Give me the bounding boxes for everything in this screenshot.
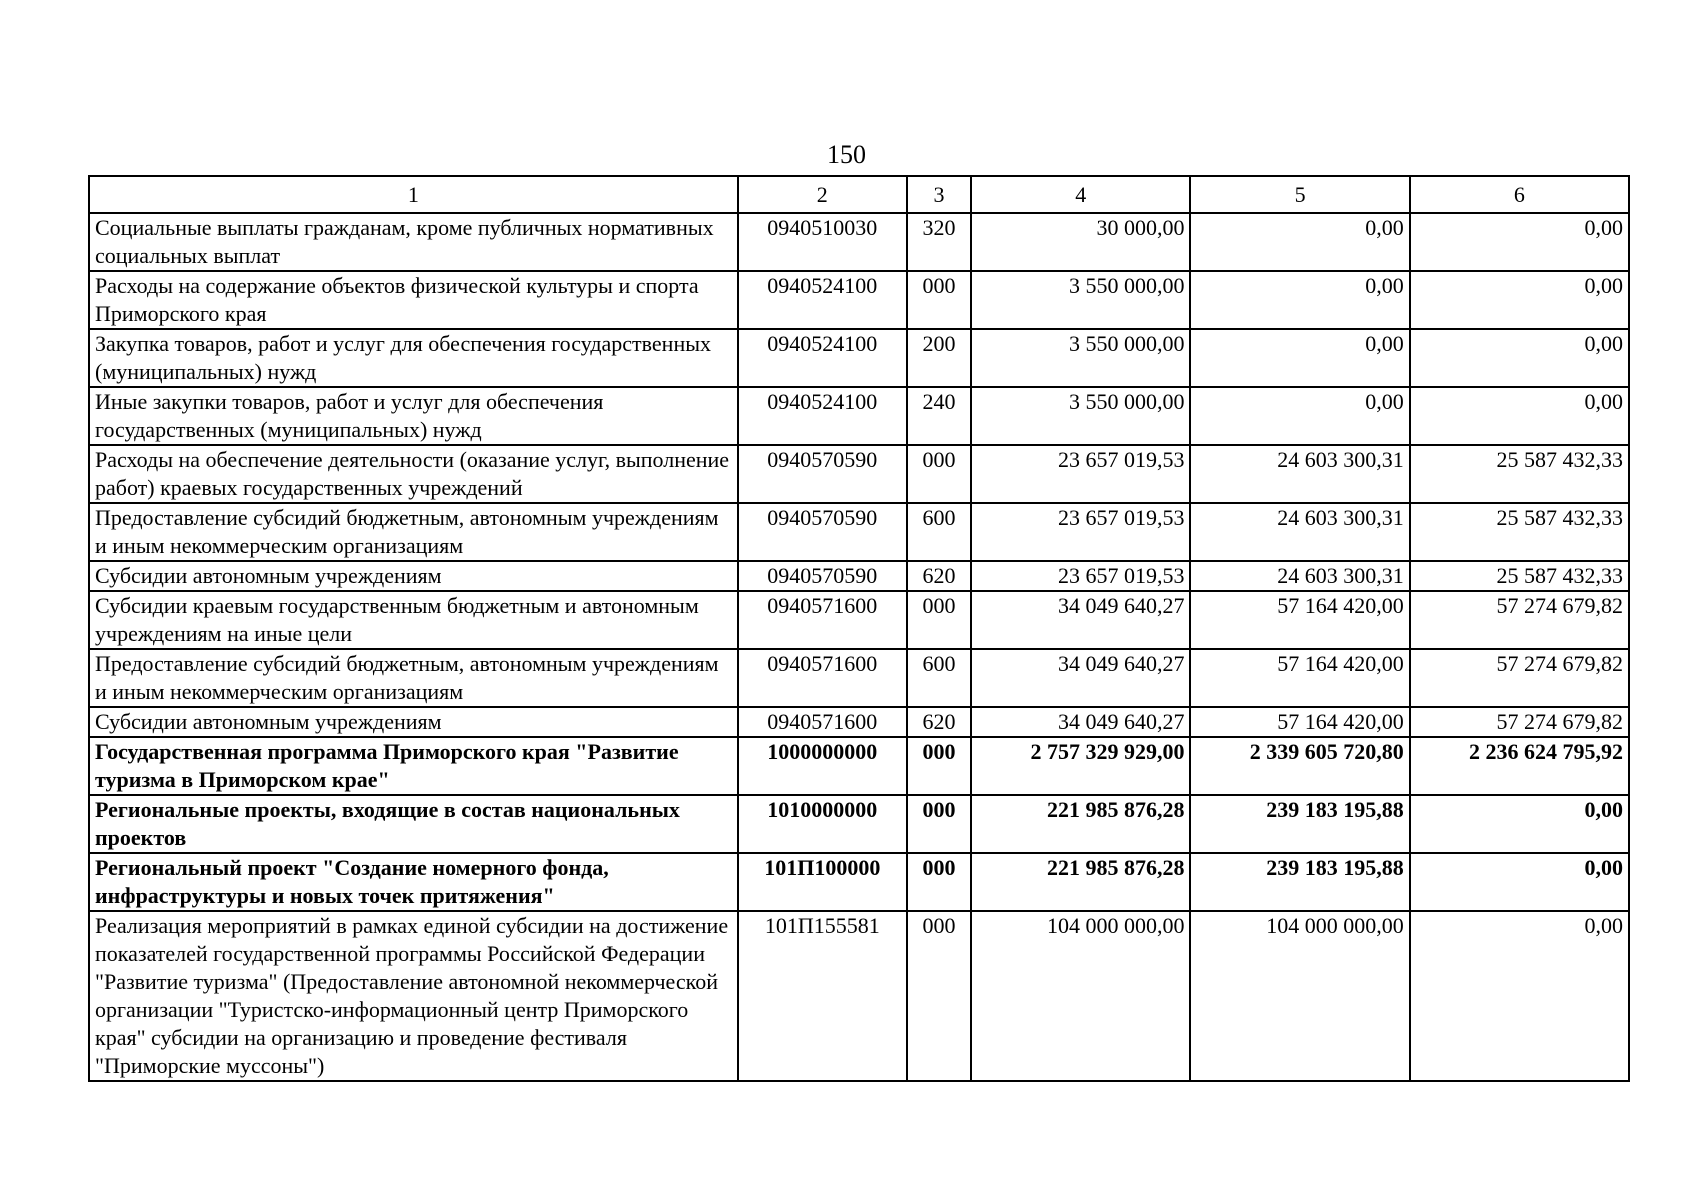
target-code: 0940524100 (738, 329, 907, 387)
expense-type-code: 600 (907, 503, 971, 561)
budget-table (88, 175, 1630, 1082)
amount-col-6: 0,00 (1410, 795, 1629, 853)
amount-col-5: 57 164 420,00 (1190, 591, 1409, 649)
amount-col-4: 30 000,00 (971, 213, 1190, 271)
column-header: 2 (738, 176, 907, 213)
amount-col-4: 3 550 000,00 (971, 387, 1190, 445)
table-body (89, 213, 1629, 1081)
amount-col-5: 57 164 420,00 (1190, 707, 1409, 737)
amount-col-6: 0,00 (1410, 853, 1629, 911)
target-code: 1010000000 (738, 795, 907, 853)
row-name: Государственная программа Приморского края "Развитие туризма в Приморском крае" (89, 737, 738, 795)
amount-col-4: 3 550 000,00 (971, 329, 1190, 387)
amount-col-6: 2 236 624 795,92 (1410, 737, 1629, 795)
amount-col-6: 0,00 (1410, 329, 1629, 387)
table-row (89, 387, 1629, 445)
row-name: Иные закупки товаров, работ и услуг для обеспечения государственных (муниципальных) нужд (89, 387, 738, 445)
amount-col-5: 24 603 300,31 (1190, 445, 1409, 503)
target-code: 0940571600 (738, 591, 907, 649)
amount-col-5: 2 339 605 720,80 (1190, 737, 1409, 795)
row-name: Субсидии краевым государственным бюджетным и автономным учреждениям на иные цели (89, 591, 738, 649)
amount-col-5: 57 164 420,00 (1190, 649, 1409, 707)
amount-col-5: 0,00 (1190, 213, 1409, 271)
amount-col-5: 0,00 (1190, 329, 1409, 387)
table-row (89, 561, 1629, 591)
table-row (89, 853, 1629, 911)
table-row (89, 591, 1629, 649)
amount-col-4: 34 049 640,27 (971, 707, 1190, 737)
target-code: 0940510030 (738, 213, 907, 271)
table-row (89, 503, 1629, 561)
target-code: 101П155581 (738, 911, 907, 1081)
expense-type-code: 240 (907, 387, 971, 445)
amount-col-6: 0,00 (1410, 911, 1629, 1081)
expense-type-code: 000 (907, 853, 971, 911)
amount-col-6: 0,00 (1410, 271, 1629, 329)
amount-col-6: 57 274 679,82 (1410, 649, 1629, 707)
expense-type-code: 000 (907, 737, 971, 795)
expense-type-code: 000 (907, 271, 971, 329)
row-name: Закупка товаров, работ и услуг для обеспечения государственных (муниципальных) нужд (89, 329, 738, 387)
amount-col-4: 221 985 876,28 (971, 795, 1190, 853)
amount-col-5: 24 603 300,31 (1190, 561, 1409, 591)
row-name: Расходы на обеспечение деятельности (оказание услуг, выполнение работ) краевых государственных учреждений (89, 445, 738, 503)
row-name: Субсидии автономным учреждениям (89, 561, 738, 591)
table-row (89, 795, 1629, 853)
expense-type-code: 620 (907, 707, 971, 737)
target-code: 101П100000 (738, 853, 907, 911)
row-name: Социальные выплаты гражданам, кроме публичных нормативных социальных выплат (89, 213, 738, 271)
table-header-row (89, 176, 1629, 213)
amount-col-4: 34 049 640,27 (971, 649, 1190, 707)
expense-type-code: 000 (907, 591, 971, 649)
target-code: 0940570590 (738, 503, 907, 561)
target-code: 0940570590 (738, 561, 907, 591)
target-code: 0940571600 (738, 707, 907, 737)
row-name: Региональный проект "Создание номерного фонда, инфраструктуры и новых точек притяжения" (89, 853, 738, 911)
amount-col-6: 0,00 (1410, 387, 1629, 445)
expense-type-code: 000 (907, 911, 971, 1081)
target-code: 0940524100 (738, 271, 907, 329)
target-code: 1000000000 (738, 737, 907, 795)
amount-col-4: 23 657 019,53 (971, 503, 1190, 561)
row-name: Расходы на содержание объектов физической культуры и спорта Приморского края (89, 271, 738, 329)
amount-col-5: 239 183 195,88 (1190, 795, 1409, 853)
table-row (89, 737, 1629, 795)
target-code: 0940570590 (738, 445, 907, 503)
expense-type-code: 600 (907, 649, 971, 707)
column-header: 5 (1190, 176, 1409, 213)
amount-col-6: 25 587 432,33 (1410, 445, 1629, 503)
amount-col-5: 0,00 (1190, 387, 1409, 445)
expense-type-code: 000 (907, 445, 971, 503)
column-header: 3 (907, 176, 971, 213)
amount-col-4: 221 985 876,28 (971, 853, 1190, 911)
amount-col-5: 0,00 (1190, 271, 1409, 329)
amount-col-4: 23 657 019,53 (971, 445, 1190, 503)
amount-col-6: 25 587 432,33 (1410, 561, 1629, 591)
row-name: Реализация мероприятий в рамках единой субсидии на достижение показателей государственной программы Российской Федерации "Развитие туризма" (Предоставление автономной некоммерческой организации "Туристско-информационный центр Приморского края" субсидии на организацию и проведение фестиваля "Приморские муссоны") (89, 911, 738, 1081)
row-name: Региональные проекты, входящие в состав национальных проектов (89, 795, 738, 853)
column-header: 6 (1410, 176, 1629, 213)
page-number: 150 (827, 140, 866, 169)
expense-type-code: 200 (907, 329, 971, 387)
amount-col-4: 34 049 640,27 (971, 591, 1190, 649)
amount-col-6: 0,00 (1410, 213, 1629, 271)
table-row (89, 329, 1629, 387)
table-row (89, 707, 1629, 737)
target-code: 0940524100 (738, 387, 907, 445)
expense-type-code: 620 (907, 561, 971, 591)
table-row (89, 911, 1629, 1081)
amount-col-5: 104 000 000,00 (1190, 911, 1409, 1081)
amount-col-5: 239 183 195,88 (1190, 853, 1409, 911)
amount-col-4: 23 657 019,53 (971, 561, 1190, 591)
row-name: Субсидии автономным учреждениям (89, 707, 738, 737)
target-code: 0940571600 (738, 649, 907, 707)
column-header: 1 (89, 176, 738, 213)
row-name: Предоставление субсидий бюджетным, автономным учреждениям и иным некоммерческим организациям (89, 503, 738, 561)
table-row (89, 271, 1629, 329)
table-row (89, 213, 1629, 271)
amount-col-4: 3 550 000,00 (971, 271, 1190, 329)
expense-type-code: 000 (907, 795, 971, 853)
amount-col-6: 57 274 679,82 (1410, 707, 1629, 737)
table-row (89, 445, 1629, 503)
expense-type-code: 320 (907, 213, 971, 271)
amount-col-4: 2 757 329 929,00 (971, 737, 1190, 795)
amount-col-4: 104 000 000,00 (971, 911, 1190, 1081)
row-name: Предоставление субсидий бюджетным, автономным учреждениям и иным некоммерческим организациям (89, 649, 738, 707)
table-row (89, 649, 1629, 707)
column-header: 4 (971, 176, 1190, 213)
amount-col-5: 24 603 300,31 (1190, 503, 1409, 561)
amount-col-6: 25 587 432,33 (1410, 503, 1629, 561)
amount-col-6: 57 274 679,82 (1410, 591, 1629, 649)
